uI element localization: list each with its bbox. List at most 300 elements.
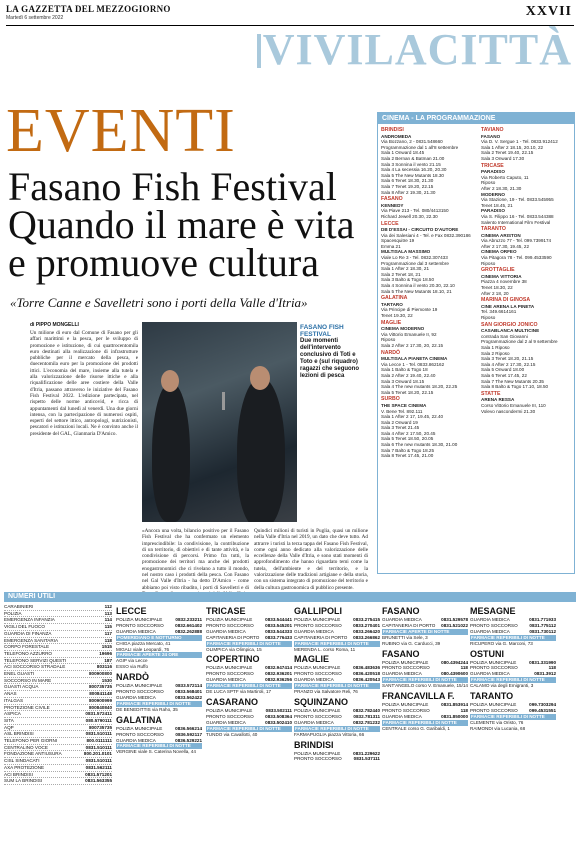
service-name: TELEFONO SERVIZI QUESTI [4, 657, 67, 663]
contact-label: GUARDIA MEDICA [382, 617, 422, 622]
town-name: FASANO [382, 606, 420, 616]
cinema-line: Programmazione dal 3 settembre [381, 260, 449, 266]
cinema-line: Tel. 349.6614161 [481, 309, 517, 315]
pharmacy-address: VERGINE viale S. Caterina Novella, 44 [116, 749, 196, 755]
cinema-line: Tenet 19.30, 22 [381, 313, 413, 318]
service-row [4, 651, 112, 658]
cinema-line: Viale Lo Re 3 - Tel. 0832.307433 [381, 255, 448, 261]
cinema-line: Sala 3 Onward 18.15 [381, 378, 425, 384]
cinema-line: Via Roberto Caputo, 11 [481, 174, 529, 180]
contact-label: GUARDIA MEDICA [470, 617, 510, 622]
town-name: TRICASE [206, 606, 246, 616]
town-contact-row [294, 756, 380, 762]
contact-number: 0832.233211 [175, 617, 202, 622]
cinema-hall: CINEMA VITTORIA [481, 273, 522, 279]
service-name: CORPO FORESTALE [4, 644, 50, 650]
pharmacy-address: SANT'ANGELO corso V. Emanuele, 15/14 [382, 683, 468, 689]
subhead: «Torre Canne e Savelletri sono i porti della Valle d'Itria» [10, 295, 308, 310]
contact-number: 0831.775112 [529, 622, 556, 628]
cinema-line: Sala 5 The New Mutants 18.10, 21 [381, 288, 452, 294]
contact-label: GUARDIA MEDICA [116, 737, 156, 743]
town-column [470, 604, 556, 732]
contact-label: GUARDIA MEDICA [294, 628, 334, 634]
contact-label: POLIZIA MUNICIPALE [382, 659, 429, 665]
contact-label: POLIZIA MUNICIPALE [470, 659, 517, 665]
contact-label: POLIZIA MUNICIPALE [206, 665, 253, 671]
cinema-city: FASANO [381, 196, 403, 203]
cinema-city: LECCE [381, 220, 399, 227]
town-column [116, 604, 202, 755]
service-row [4, 725, 112, 732]
service-number: 080.5790111 [85, 717, 112, 723]
cinema-line: Richard Jewell 20.30, 22.30 [381, 213, 438, 219]
service-row [4, 778, 112, 785]
cinema-line: After 2 17.30, 19.45, 22 [481, 243, 530, 249]
contact-label: PRONTO SOCCORSO [116, 731, 164, 737]
service-number: 117 [104, 630, 112, 636]
section-title-bar [257, 34, 261, 68]
service-row [4, 772, 112, 779]
service-number: 0831.562111 [85, 764, 112, 770]
town-contact-row [206, 635, 292, 641]
contact-label: GUARDIA MEDICA [382, 713, 422, 719]
town-column [206, 604, 292, 738]
cinema-hall: KENNEDY [381, 202, 404, 208]
contact-number: 0833.502111 [265, 707, 292, 713]
contact-number: 080.4390600 [441, 671, 468, 677]
cinema-column-left [381, 126, 475, 459]
contact-label: POLIZIA MUNICIPALE [206, 617, 253, 622]
service-row [4, 751, 112, 758]
service-name: FONDAZIONE ANTIUSURA [4, 751, 62, 757]
service-number: 800735735 [89, 684, 112, 690]
service-name: CARABINIERI [4, 604, 34, 609]
cinema-line: Sala 1 After 2 17, 19.45, 22.40 [381, 414, 444, 420]
service-name: TELEFONO PER GIORNI [4, 738, 58, 744]
pharmacy-heading: FARMACIE REPERIBILI DI NOTTE [116, 701, 202, 707]
cinema-city: GROTTAGLIE [481, 267, 515, 274]
service-number: 1515 [101, 644, 112, 650]
service-row [4, 604, 112, 611]
contact-label: POLIZIA MUNICIPALE [470, 702, 517, 708]
service-number: 800841148 [89, 691, 112, 697]
service-row [4, 684, 112, 691]
service-name: SOCCORSO IN MARE [4, 677, 52, 683]
pharmacy-heading: POMERIDIANO E NOTTURNO [116, 635, 202, 641]
cinema-line: Piazza 4 novembre 38 [481, 279, 527, 285]
town-name: OSTUNI [470, 648, 505, 659]
contact-label: POLIZIA MUNICIPALE [382, 702, 429, 708]
cinema-line: Sala 1 After 2 18.30, 21 [381, 266, 430, 272]
cinema-hall: CINEMA MODERNO [381, 326, 425, 332]
cinema-line: Sala 5 Onward 18.00 [481, 367, 525, 373]
contact-label: PRONTO SOCCORSO [206, 671, 254, 677]
town-name: LECCE [116, 606, 147, 616]
pharmacy-heading: FARMACIE REPERIBILI DI NOTTE [382, 720, 468, 726]
service-number: 800.201.0101 [83, 751, 112, 757]
contact-label: POLIZIA MUNICIPALE [116, 683, 163, 689]
pharmacy-address: AGIP via Lecce [116, 658, 148, 664]
cinema-line: Tenet 18.45, 21 [481, 202, 513, 208]
cinema-city: TRICASE [481, 162, 504, 169]
service-number: 800840840 [89, 704, 112, 710]
cinema-hall: ANDROMEDA [381, 133, 412, 139]
service-number: 0831.572411 [85, 711, 112, 717]
contact-number: 0836.529221 [175, 737, 202, 743]
service-row [4, 631, 112, 638]
contact-number: 0836.592117 [175, 731, 202, 737]
service-number: 113 [104, 610, 112, 616]
service-number: 803116 [96, 664, 112, 670]
pharmacy-heading: FARMACIE REPERIBILI DI NOTTE [470, 677, 556, 683]
service-row [4, 765, 112, 772]
cinema-hall: CINEMA ARISTON [481, 232, 521, 238]
service-name: PROTEZIONE CIVILE [4, 704, 50, 710]
contact-number: 0831.229622 [353, 750, 380, 756]
service-row [4, 611, 112, 618]
contact-number: 0832.262888 [175, 628, 202, 634]
cinema-listings [377, 112, 575, 574]
contact-label: PRONTO SOCCORSO [294, 671, 342, 677]
service-name: CENTRALINO VOCE [4, 744, 48, 750]
pharmacy-address: CLEMENTE via Oristo, 76 [470, 719, 524, 725]
service-name: SITA [4, 717, 14, 723]
cinema-line: Via Abruzzo 77 - Tel. 099.7399174 [481, 238, 552, 244]
town-contact-row [294, 635, 380, 641]
pharmacy-address: RAIMONDI via Lucania, 68 [470, 725, 526, 731]
town-column [382, 604, 468, 732]
pharmacy-address: DE BENEDITTIS via Raho, 35 [116, 706, 178, 712]
cinema-line: After 2 18, 20 [481, 290, 509, 296]
service-number: 0831.510111 [85, 744, 112, 750]
town-column [294, 604, 380, 762]
town-name: NARDÒ [116, 672, 149, 683]
service-row [4, 691, 112, 698]
contact-label: CAPITANERIA DI PORTO [294, 634, 348, 640]
cinema-city: SAN GIORGIO JONICO [481, 321, 538, 328]
pharmacy-address: RICUPERO via G. Marconi, 73 [470, 640, 533, 646]
cinema-line: Sala 4 La secessia 16.20, 20.30 [381, 167, 447, 173]
service-number: 114 [104, 617, 112, 623]
service-name: GUASTI ACQUA [4, 684, 39, 690]
cinema-line: Sala 4 The new mutants 18.20, 22.25 [381, 384, 458, 390]
cinema-line: Sala 2 After 2 17.30, 20, 22.15 [381, 342, 444, 348]
contact-label: PRONTO SOCCORSO [470, 665, 518, 671]
contact-number: 0831.521022 [441, 622, 468, 628]
cinema-city: SURBO [381, 396, 400, 403]
contact-number: 0836.420543 [353, 677, 380, 683]
cinema-line: Sala 2 Bernan & Batman 21.00 [381, 155, 445, 161]
article-column-3 [254, 528, 368, 591]
cinema-hall: PARADISO [481, 208, 505, 214]
contact-label: PRONTO SOCCORSO [116, 622, 164, 628]
cinema-line: Riposo [381, 337, 396, 343]
cinema-line: Programmazione dal 1 all'8 settembre [381, 144, 459, 150]
service-name: GUARDIA DI FINANZA [4, 630, 52, 636]
service-row [4, 711, 112, 718]
contact-number: 0833.544441 [265, 617, 292, 622]
cinema-line: Sala 6 The new mutants 18.30, 21.00 [381, 442, 458, 448]
contact-label: PRONTO SOCCORSO [294, 622, 342, 628]
cinema-line: Tenet 18.30, 22 [481, 285, 513, 291]
service-number: 112 [104, 604, 112, 609]
contact-number: 0833.568401 [175, 689, 202, 695]
cinema-city: MARINA DI GINOSA [481, 297, 531, 304]
contact-number: 0832.936201 [265, 671, 292, 677]
pharmacy-heading: FARMACIE REPERIBILI DI NOTTE [206, 726, 292, 732]
contact-number: 0832.782440 [353, 707, 380, 713]
service-name: AQP [4, 724, 14, 730]
contact-number: 0836.483636 [353, 665, 380, 671]
contact-number: 0831.850000 [441, 713, 468, 719]
service-number: 115 [104, 624, 112, 630]
contact-label: GUARDIA MEDICA [206, 677, 246, 683]
contact-label: POLIZIA MUNICIPALE [116, 617, 163, 622]
town-name: FRANCAVILLA F. [382, 691, 455, 702]
cinema-line: Riposo [481, 260, 496, 266]
contact-number: 099.4531551 [529, 707, 556, 713]
cinema-line: Sala 7 Balto & Togo 18.25 [381, 447, 435, 453]
page-number: XXVII [525, 4, 572, 19]
cinema-line: Sala 4 After 2 17.50, 20.45 [381, 430, 436, 436]
contact-label: GUARDIA MEDICA [206, 628, 246, 634]
photo-caption [300, 324, 368, 380]
pharmacy-heading: FARMACIE REPERIBILI DI NOTTE [116, 743, 202, 749]
cinema-line: Via Stazione, 19 - Tel. 0833.545955 [481, 197, 554, 203]
town-name: TARANTO [470, 691, 514, 702]
section-title [262, 25, 572, 74]
cinema-hall: MULTISALA MASSIMO [381, 249, 431, 255]
contact-label: CAPITANERIA DI PORTO [206, 634, 260, 640]
contact-label: PRONTO SOCCORSO [470, 707, 518, 713]
contact-number: 0836.566214 [175, 725, 202, 731]
contact-label: POLIZIA MUNICIPALE [294, 750, 341, 756]
byline: di PIPPO MONGELLI [30, 322, 79, 328]
cinema-line: Sala 7 Tenet 19.20, 22.15 [381, 183, 434, 189]
services-list [4, 604, 112, 785]
cinema-line: Sala 3 Sonnina il vento 21.15 [381, 161, 441, 167]
cinema-line: Sala 2 Tenet 19.40, 22.15 [481, 150, 534, 156]
cinema-line: Sala 2 Riposo [481, 350, 510, 356]
cinema-line: Sala 8 Balto & Togo 17.10, 18.50 [481, 384, 549, 390]
contact-number: 0833.544333 [265, 628, 292, 634]
cinema-line: Sala 5 Tenet 18.50, 20.05 [381, 436, 434, 442]
publication-name: LA GAZZETTA DEL MEZZOGIORNO [6, 4, 171, 14]
cinema-line: Corso Vittorio Emanuele III, 110 [481, 402, 546, 408]
cinema-hall: ARENA RESSA [481, 397, 515, 403]
contact-number: 0833.266420 [353, 628, 380, 634]
pharmacy-address: CALAMO via degli Emigranti, 3 [470, 683, 534, 689]
contact-number: 0833.572114 [175, 683, 202, 689]
contact-label: GUARDIA MEDICA [382, 671, 422, 677]
cinema-line: Via dei Salesiani 4 - Tel. e Fax 0832.390186 [381, 232, 471, 238]
pharmacy-address: BRUNETTI via Sele, 3 [382, 634, 428, 640]
cinema-hall: MULTISALA PIANETA CINEMA [381, 356, 448, 362]
cinema-hall: CASABLANCA MULTICINE [481, 328, 540, 334]
cinema-line: Riposo [481, 180, 496, 186]
service-name: EMERGENZA SANITARIA [4, 637, 59, 643]
cinema-line: Via Bozzano, 2 - 0831.548660 [381, 139, 443, 145]
service-name: ACI SOCCORSO STRADALE [4, 664, 66, 670]
service-number: 800735735 [89, 724, 112, 730]
service-number: 118 [104, 637, 112, 643]
cinema-bar: CINEMA - LA PROGRAMMAZIONE [378, 113, 574, 124]
contact-number: 118 [460, 665, 468, 671]
contact-label: GUARDIA MEDICA [116, 694, 156, 700]
cinema-hall: FASANO [481, 133, 501, 139]
town-name: MESAGNE [470, 606, 516, 616]
page-header [6, 4, 574, 26]
article-column-2-text: «Ancora una volta, bilancio positivo per il Fasano Fish Festival che ha confermato un elemento imprescindibile: la condivisione, la contribuzione di un territorio, di obiettivi e di tante attività, e la condivisione di percorsi. Primo fra tutti, la promozione dei territori ma anche dei prodotti enogastronomici che ci rivelano a tutto il mondo, nel nostro caso i prodotti della pesca. Con Fasano nel Gal Valle d'Itria - ha detto D'Amico - come abbiamo poi visto ribadito, i porti di Savelletri e di [142, 528, 249, 591]
contact-number: 0832.936256 [265, 677, 292, 683]
pharmacy-address: OLIMPICA via Olimpica, 15 [206, 646, 262, 652]
service-row [4, 624, 112, 631]
contact-label: PRONTO SOCCORSO [294, 756, 342, 762]
pharmacy-heading: FARMACIE REPERIBILI DI NOTTE [470, 714, 556, 720]
cinema-city: TARANTO [481, 226, 506, 233]
article-column-1-text: Un milione di euro dal Comune di Fasano per gli affari marittimi e la pesca, per le sviluppo di promozione e istituzione, di cui quattrocentomila euro destinati alla realizzazione di infrastrutture pubbliche per il mercato della pesca, e duecentomila euro per la promozione dei prodotti ittici. L'economia del mare, insieme alla tutela e alla valorizzazione delle risorse ittiche e alla riqualificazione delle aree costiere della Valle d'Itria, passano attraverso le iniziative del Fasano Fish Festival 2022. L'edizione partecipata, nel rispetto delle norme anticovid, e ricca di appuntamenti dal lunedì al venerdì. Una due giorni intensa, con la partecipazione di numerosi ospiti, esperti del settore ittico, antropologi, nutrizionisti, pescatori e istituzioni locali. Ne è convinto anche il presidente del GAL, Gianmaria D'Amico. [30, 330, 138, 437]
service-row [4, 638, 112, 645]
cinema-line: Via Pitagora 78 - Tel. 099.4533590 [481, 255, 552, 261]
contact-label: GUARDIA MEDICA [470, 628, 510, 634]
article-column-1 [30, 330, 138, 437]
contact-number: 0832.781232 [353, 719, 380, 725]
cinema-line: Via Vittorio Emanuele II, 92 [381, 331, 437, 337]
town-name: CASARANO [206, 696, 259, 707]
service-row [4, 731, 112, 738]
service-name: TELEFONO AZZURRO [4, 650, 52, 656]
headline: Fasano Fish Festival Quando il mare è vita e promuove cultura [8, 164, 355, 285]
contact-label: POLIZIA MUNICIPALE [294, 707, 341, 713]
town-name: FASANO [382, 648, 420, 659]
service-number: 187 [104, 657, 112, 663]
article-column-3-text: Quindici milioni di turisti in Puglia, quasi un milione nella Valle d'Itria nel 2019, un dato che deve tutto. Ad attrarre i turisti la terza tappa del Fasano Fish Festival, come ogni anno dedicato alla valorizzazione delle eccellenze della Valle d'Itria, e sono stati momenti di approfondimento che hanno riguardato temi come la tutela, dell'ambiente e del territorio, e la valorizzazione delle tradizioni artigiane e della storia, con un sistema integrato di promozione del territorio e della cultura gastronomica di pubblico presente. [254, 528, 368, 591]
cinema-line: Sala 1 Balto & Togo 18 [381, 367, 428, 373]
cinema-line: Via Piave 213 - Tel. 080/4413150 [381, 208, 449, 214]
pharmacy-heading: FARMACIE REPERIBILI DI NOTTE [294, 683, 380, 689]
service-row [4, 745, 112, 752]
service-number: 0831.563355 [85, 778, 112, 784]
cinema-line: Sala 3 Onward 17.30 [481, 155, 525, 161]
contact-number: 0831.331990 [529, 659, 556, 665]
caption-title: FASANO FISH FESTIVAL [300, 324, 344, 338]
service-number: 0831.510111 [85, 731, 112, 737]
contact-label: PRONTO SOCCORSO [116, 689, 164, 695]
cinema-city: GALATINA [381, 295, 408, 302]
cinema-line: V. Bene Tel. 892.111 [381, 408, 423, 414]
pharmacy-address: FARMAPUGLIA piazza Vittoria, 66 [294, 731, 365, 737]
contact-number: 099.7303294 [529, 702, 556, 708]
section-title-text: VIVILACITTÀ [262, 25, 572, 74]
service-row [4, 658, 112, 665]
service-row [4, 644, 112, 651]
service-name: ASL BRINDISI [4, 731, 34, 737]
cinema-line: Sala 2 Onward 19 [381, 419, 418, 425]
cinema-line: contrada San Giovanni [481, 333, 528, 339]
contact-label: CAPITANERIA DI PORTO [382, 622, 436, 628]
contact-number: 0833.545201 [265, 622, 292, 628]
service-name: CISL SINDACATI [4, 758, 40, 764]
contact-number: 0833.275415 [353, 617, 380, 622]
town-name: GALLIPOLI [294, 606, 342, 616]
cinema-city: STATTE [481, 390, 501, 397]
cinema-line: Sala 5 The New Mutants 18.30 [381, 172, 444, 178]
cinema-line: Sala 6 Tenet 17.45, 22 [481, 372, 527, 378]
cinema-hall: MODERNO [481, 191, 505, 197]
contact-number: 0833.776433 [265, 634, 292, 640]
contact-number: 0831.730112 [529, 628, 556, 634]
contact-label: GUARDIA MEDICA [294, 719, 334, 725]
cinema-line: Via Lecce 1 - Tel. 0833.862162 [381, 361, 445, 367]
contact-number: 0833.266862 [353, 634, 380, 640]
contact-number: 0832.947414 [265, 665, 292, 671]
cinema-line: Sala 1 Onward 18.45 [381, 150, 425, 156]
service-row [4, 671, 112, 678]
publication-date: Martedì 6 settembre 2022 [6, 15, 64, 21]
cinema-line: Sala 8 After 2 19.30, 21.30 [381, 189, 436, 195]
contact-number: 0831.529578 [441, 617, 468, 622]
service-row [4, 617, 112, 624]
contact-label: GUARDIA MEDICA [470, 671, 510, 677]
pharmacy-heading: FARMACIE REPERIBILI DI NOTTE [470, 635, 556, 641]
contact-label: POLIZIA MUNICIPALE [116, 725, 163, 731]
town-name: SQUINZANO [294, 696, 348, 707]
contact-label: POLIZIA MUNICIPALE [294, 617, 341, 622]
cinema-line: Sala 4 After 2 17.30, 22.15 [481, 361, 536, 367]
service-row [4, 738, 112, 745]
contact-label: GUARDIA MEDICA [206, 719, 246, 725]
pharmacy-heading: FARMACIE REPERIBILI DI NOTTE [206, 641, 292, 647]
cinema-line: Sala 2 After 2 19.40, 22.40 [381, 372, 436, 378]
town-contact-row [470, 708, 556, 714]
town-name: BRINDISI [294, 739, 334, 750]
service-name: SUM LA BRINDISI [4, 778, 43, 784]
contact-number: 0833.508364 [265, 713, 292, 719]
cinema-line: Sala 1 After 2 18.15, 20.10, 22 [481, 144, 544, 150]
cinema-line: Sala 2 Tenet 18, 21 [381, 271, 421, 277]
pharmacy-heading: FARMACIE REPERIBILI DI NOTTE [382, 677, 468, 683]
cinema-city: NARDÒ [381, 349, 401, 356]
service-row [4, 698, 112, 705]
service-name: VIGILI DEL FUOCO [4, 624, 45, 630]
pharmacy-address: DE LUCA SPTF via Martiroli, 17 [206, 689, 272, 695]
pharmacy-address: ESSO via Ruffo [116, 664, 149, 670]
pharmacy-heading: FARMACIE APERTE DI NOTTE [382, 629, 468, 635]
contact-number: 0833.502410 [265, 719, 292, 725]
service-name: ITALGAS [4, 697, 24, 703]
town-name: MAGLIE [294, 654, 329, 665]
cinema-line: Sala 3 Tenet 18.20, 21.15 [481, 356, 534, 362]
contact-number: 0832.781311 [353, 713, 380, 719]
service-name: AXA PROTEZIONE [4, 764, 45, 770]
pharmacy-address: MIGALI viale Leopardi, 76 [116, 646, 170, 652]
cinema-line: Programmazione dal 2 al 9 settembre [481, 339, 558, 345]
service-name: ANAS [4, 691, 17, 697]
numeri-utili-bar: NUMERI UTILI [4, 592, 576, 602]
service-row [4, 758, 112, 765]
cinema-city: BRINDISI [381, 127, 404, 133]
service-name: ACI BRINDISI [4, 771, 33, 777]
cinema-line: Sala 3 Balto & Togo 18.50 [381, 277, 435, 283]
caption-text: Due momenti dell'intervento conclusivo di Toti e Toto e (sul riquadro) ragazzi che seguono lezioni di pesca [300, 338, 360, 379]
contact-label: PRONTO SOCCORSO [382, 707, 430, 713]
service-row [4, 705, 112, 712]
cinema-line: Sala 8 Tenet 17.45, 21.00 [381, 453, 434, 459]
pharmacy-address: RUBINO via G. Carducci, 39 [382, 640, 441, 646]
contact-label: PRONTO SOCCORSO [206, 713, 254, 719]
service-number: 0831.510111 [85, 758, 112, 764]
contact-label: PRONTO SOCCORSO [470, 622, 518, 628]
